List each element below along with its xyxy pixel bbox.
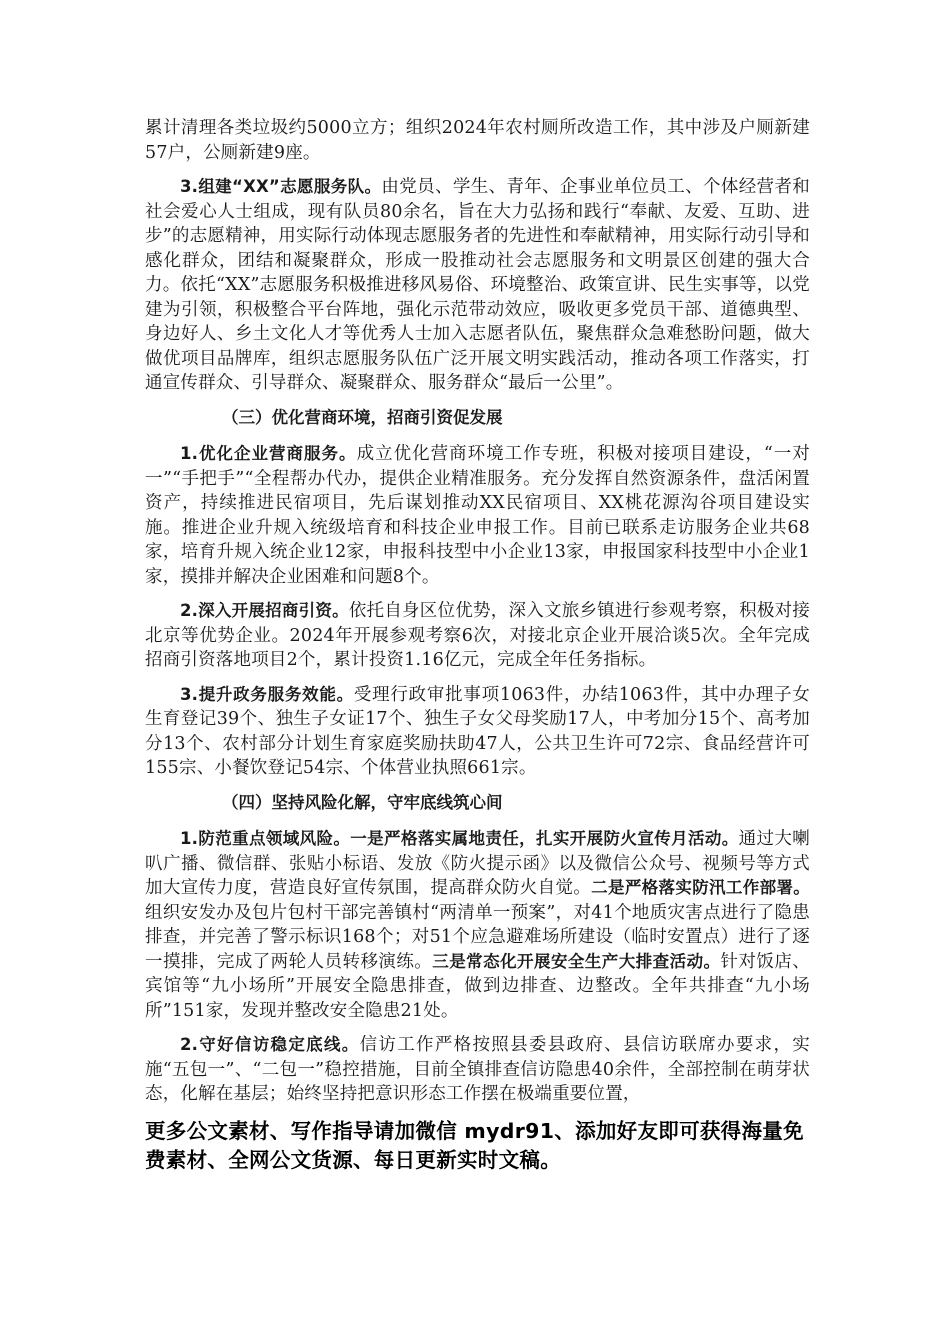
paragraph-lead: 1.优化企业营商服务。 xyxy=(180,444,357,463)
paragraph-text: 信访工作严格按照县委县政府、县信访联席办要求，实施“五包一”、“二包一”稳控措施，目前全镇排查信访隐患40余件，全部控制在萌芽状态，化解在基层；始终坚持把意识形态工作摆在极端重要位置， xyxy=(145,1035,810,1104)
paragraph-text: 受理行政审批事项1063件，办结1063件，其中办理子女生育登记39个、独生子女证17个、独生子女父母奖励17人，中考加分15个、高考加分13个、农村部分计划生育家庭奖励扶助47人，公共卫生许可72宗、食品经营许可155宗、小餐饮登记54宗、个体营业执照661宗。 xyxy=(145,684,811,778)
section-heading-risk-resolution: （四）坚持风险化解，守牢底线筑心间 xyxy=(222,792,503,812)
section-heading-business-environment: （三）优化营商环境，招商引资促发展 xyxy=(222,407,503,427)
promo-footer-note: 更多公文素材、写作指导请加微信 mydr91、添加好友即可获得海量免费素材、全网公文货源、每日更新实时文稿。 xyxy=(145,1118,804,1172)
paragraph-lead: 1.防范重点领域风险。一是严格落实属地责任，扎实开展防火宣传月活动。 xyxy=(180,829,739,848)
paragraph-text: 累计清理各类垃圾约5000立方；组织2024年农村厕所改造工作，其中涉及户厕新建57户，公厕新建9座。 xyxy=(145,118,810,163)
paragraph-government-service xyxy=(145,683,810,781)
paragraph-text: 由党员、学生、青年、企事业单位员工、个体经营者和社会爱心人士组成，现有队员80余名，旨在大力弘扬和践行“奉献、友爱、互助、进步”的志愿精神，用实际行动体现志愿服务者的先进性和奉献精神，用实际行动引导和感化群众，团结和凝聚群众，形成一股推动社会志愿服务和文明景区创建的强大合力。依托“XX”志愿服务积极推进移风易俗、环境整治、政策宣讲、民生实事等，以党建为引领，积极整合平台阵地，强化示范带动效应，吸收更多党员干部、道德典型、身边好人、乡土文化人才等优秀人士加入志愿者队伍，聚焦群众急难愁盼问题，做大做优项目品牌库，组织志愿服务队伍广泛开展文明实践活动，推动各项工作落实，打通宣传群众、引导群众、凝聚群众、服务群众“最后一公里”。 xyxy=(145,177,810,393)
paragraph-volunteer-team xyxy=(145,175,810,396)
paragraph-lead: 3.组建“XX”志愿服务队。 xyxy=(180,177,382,196)
document-page xyxy=(145,116,810,1175)
paragraph-text: 针对饭店、宾馆等“九小场所”开展安全隐患排查，做到边排查、边整改。全年共排查“九小场所”151家，发现并整改安全隐患21处。 xyxy=(145,951,810,1021)
paragraph-text: 依托自身区位优势，深入文旅乡镇进行参观考察，积极对接北京等优势企业。2024年开展参观考察6次，对接北京企业开展洽谈5次。全年完成招商引资落地项目2个，累计投资1.16亿元，完成全年任务指标。 xyxy=(145,601,811,670)
paragraph-risk-prevention xyxy=(145,827,810,1023)
paragraph-lead: 2.守好信访稳定底线。 xyxy=(180,1035,360,1054)
paragraph-investment xyxy=(145,599,810,673)
paragraph-lead: 3.提升政务服务效能。 xyxy=(180,684,354,704)
paragraph-enterprise-service xyxy=(145,442,810,589)
paragraph-text: 成立优化营商环境工作专班，积极对接项目建设，“一对一”“手把手”“全程帮办代办，提供企业精准服务。充分发挥自然资源条件，盘活闲置资产，持续推进民宿项目，先后谋划推动XX民宿项目、XX桃花源沟谷项目建设实施。推进企业升规入统级培育和科技企业申报工作。目前已联系走访服务企业共68家，培育升规入统企业12家，申报科技型中小企业13家，申报国家科技型中小企业1家，摸排并解决企业困难和问题8个。 xyxy=(145,444,811,587)
paragraph-sanitation xyxy=(145,116,810,165)
paragraph-lead: 二是严格落实防汛工作部署。 xyxy=(591,878,810,897)
paragraph-text: 通过大喇叭广播、微信群、张贴小标语、发放《防火提示函》以及微信公众号、视频号等方式加大宣传力度，营造良好宣传氛围，提高群众防火自觉。 xyxy=(145,829,810,898)
paragraph-lead: 三是常态化开展安全生产大排查活动。 xyxy=(432,951,721,971)
paragraph-text: 组织安发办及包片包村干部完善镇村“两清单一预案”，对41个地质灾害点进行了隐患排查，并完善了警示标识168个；对51个应急避难场所建设（临时安置点）进行了逐一摸排，完成了两轮人员转移演练。 xyxy=(145,902,810,972)
paragraph-petition-stability xyxy=(145,1033,810,1107)
paragraph-lead: 2.深入开展招商引资。 xyxy=(180,601,349,620)
